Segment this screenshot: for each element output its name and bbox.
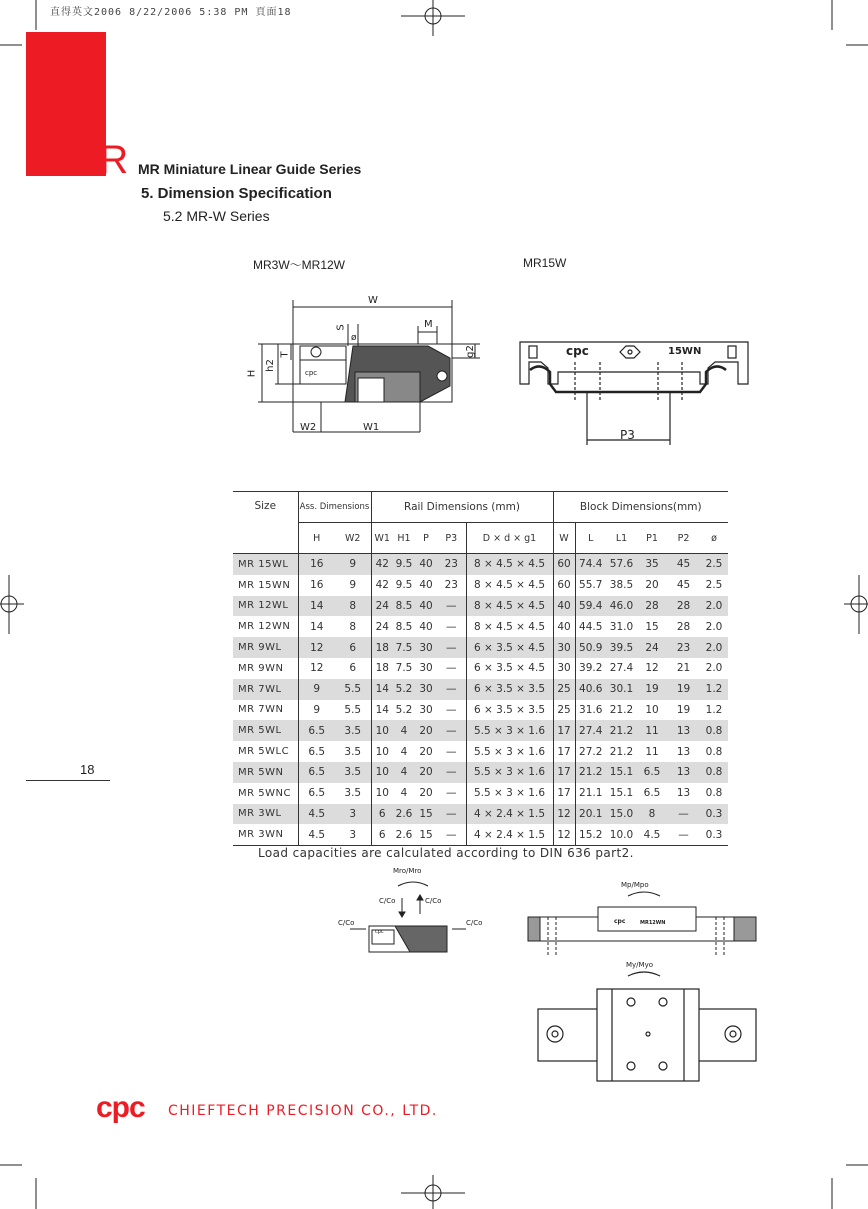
value-cell: 6 [349,662,357,675]
value-cell: 40.6 [575,679,606,700]
value-cell: 19 [637,679,667,700]
value-cell: 3 [335,824,371,845]
value-cell: 60 [553,554,575,575]
value-cell: 40 [553,616,575,637]
value-cell: 6 × 3.5 × 4.5 [466,658,553,679]
value-cell: 6.5 [298,720,335,741]
table-row [233,679,728,700]
value-cell: 2.6 [393,824,415,845]
value-cell: 45 [667,554,700,575]
value-cell: 8 × 4.5 × 4.5 [466,616,553,637]
value-cell: 6.5 [637,762,667,783]
print-header: 直得英文2006 8/22/2006 5:38 PM 頁面18 [50,7,292,18]
value-cell: 12 [553,824,575,845]
right-diagram-caption: MR15W [523,256,567,270]
value-cell: 4 [393,762,415,783]
value-cell: 30 [553,658,575,679]
value-cell: 24 [371,616,393,637]
value-cell: 4.5 [298,804,335,825]
value-cell: 31.0 [609,620,634,633]
value-cell: 28 [637,596,667,617]
value-cell: 27.4 [609,662,634,675]
value-cell: 31.6 [575,700,606,721]
value-cell: 13 [667,720,700,741]
value-cell: 40 [419,620,433,633]
table-row [233,720,728,741]
value-cell: 3.5 [335,720,371,741]
table-row [233,783,728,804]
value-cell: 2.6 [393,804,415,825]
value-cell: 27.4 [575,720,606,741]
value-cell: 3.5 [344,745,362,758]
label-s: S [335,324,347,331]
value-cell: 46.0 [606,596,637,617]
value-cell: 5.5 × 3 × 1.6 [466,720,553,741]
size-cell: MR 5WNC [238,787,291,799]
value-cell: 15 [415,824,437,845]
value-cell: 8 [349,620,357,633]
value-cell: 5.5 [344,703,362,716]
value-cell: 8.5 [395,620,413,633]
value-cell: 2.0 [700,596,728,617]
value-cell: 40 [419,579,433,592]
sub-header-cell: W2 [335,523,371,554]
size-cell: MR 5WLC [238,746,290,758]
value-cell: 15 [415,804,437,825]
table-row [233,824,728,845]
sub-header-cell: ø [700,523,728,554]
table-row [233,741,728,762]
value-cell: 30 [553,637,575,658]
cpc-logo: cpc [96,1091,145,1124]
label-m: M [424,319,433,330]
value-cell: 0.3 [700,824,728,845]
value-cell: 2.5 [705,579,723,592]
value-cell: 17 [553,783,575,804]
value-cell: — [437,762,466,783]
value-cell: 4 [400,787,408,800]
table-row [233,637,728,658]
value-cell: — [437,824,466,845]
size-cell: MR 7WN [238,704,284,716]
value-cell: — [446,787,457,800]
sub-header-cell: P1 [637,523,667,554]
cross-section-diagram-left [258,300,480,432]
label-15wn: 15WN [668,346,702,357]
value-cell: 17 [553,741,575,762]
value-cell: 19 [667,679,700,700]
sub-header-cell: W [553,523,575,554]
value-cell: 21 [676,662,691,675]
value-cell: 5.2 [393,679,415,700]
value-cell: 30.1 [606,679,637,700]
value-cell: 13 [676,787,691,800]
value-cell: 20 [415,762,437,783]
value-cell: 10.0 [606,824,637,845]
value-cell: 4 [400,745,408,758]
value-cell: 23 [437,554,466,575]
table-row [233,575,728,596]
value-cell: 45 [676,579,691,592]
value-cell: 6 [371,824,393,845]
value-cell: — [446,745,457,758]
value-cell: 1.2 [700,679,728,700]
label-w2: W2 [300,422,317,433]
value-cell: 2.0 [705,662,723,675]
sub-header-cell: H [298,523,335,554]
value-cell: 4 [393,720,415,741]
value-cell: 10 [371,741,393,762]
value-cell: 9 [298,700,335,721]
mr-logo: MR [68,138,127,182]
value-cell: 8 [637,804,667,825]
value-cell: 21.2 [575,762,606,783]
value-cell: 19 [676,703,691,716]
value-cell: 18 [371,637,393,658]
value-cell: 3.5 [335,762,371,783]
label-cpc: cpc [305,369,318,377]
label-phi: ø [351,333,357,343]
value-cell: 14 [298,596,335,617]
value-cell: 20 [419,787,433,800]
value-cell: 18 [371,658,393,679]
header-block-dimensions: Block Dimensions(mm) [553,492,728,523]
sub-header-cell: H1 [393,523,415,554]
label-my: My/Myo [626,961,654,969]
table-row [233,616,728,637]
size-cell: MR 12WL [233,596,298,617]
label-c-right: C/Co [466,919,483,927]
value-cell: 13 [676,745,691,758]
value-cell: 20 [419,745,433,758]
value-cell: 10 [645,703,659,716]
value-cell: 39.2 [575,658,606,679]
value-cell: — [446,662,457,675]
moment-diagram-roll [350,882,466,952]
value-cell: 2.0 [700,637,728,658]
value-cell: 14 [298,616,335,637]
size-cell: MR 5WL [233,720,298,741]
value-cell: 7.5 [395,662,413,675]
value-cell: 17 [553,762,575,783]
label-pitch-cpc: cpc [614,918,626,925]
value-cell: 39.5 [606,637,637,658]
label-c-up: C/Co [379,897,396,905]
value-cell: 9.5 [393,554,415,575]
section-title: 5. Dimension Specification [141,185,332,202]
table-row [233,762,728,783]
label-mr: Mro/Mro [393,867,422,875]
value-cell: 60 [553,575,575,596]
left-diagram-caption: MR3W～MR12W [253,258,345,272]
value-cell: 20 [645,579,659,592]
value-cell: 27.2 [575,741,606,762]
value-cell: 6 × 3.5 × 3.5 [466,679,553,700]
value-cell: 15.0 [606,804,637,825]
value-cell: 5.5 × 3 × 1.6 [466,762,553,783]
value-cell: 12 [645,662,659,675]
value-cell: 38.5 [609,579,634,592]
value-cell: 9 [349,579,357,592]
label-t: T [279,351,291,358]
page-number: 18 [80,762,95,777]
value-cell: — [667,824,700,845]
table-body [233,554,728,846]
table-sub-header-row [233,523,728,554]
value-cell: 40 [553,596,575,617]
table-group-header-row [233,492,728,523]
value-cell: 5.5 × 3 × 1.6 [466,783,553,804]
label-roll-cpc: cpc [375,929,384,935]
size-cell: MR 5WN [233,762,298,783]
value-cell: 12 [553,804,575,825]
value-cell: 23 [444,579,458,592]
value-cell: 14 [371,700,393,721]
value-cell: 9 [335,554,371,575]
value-cell: 8 × 4.5 × 4.5 [466,596,553,617]
label-w1: W1 [363,422,380,433]
moment-diagram-yaw [538,972,756,1081]
value-cell: 20.1 [575,804,606,825]
value-cell: 13 [667,762,700,783]
value-cell: 6 × 3.5 × 3.5 [466,700,553,721]
value-cell: 30 [415,637,437,658]
value-cell: 40 [415,596,437,617]
dimension-table [233,491,728,846]
table-row [233,804,728,825]
value-cell: 6.5 [643,787,661,800]
value-cell: 21.2 [606,720,637,741]
value-cell: 23 [667,637,700,658]
value-cell: 44.5 [575,616,606,637]
value-cell: 42 [371,554,393,575]
value-cell: 0.8 [705,745,723,758]
value-cell: 3 [335,804,371,825]
value-cell: 16 [298,554,335,575]
value-cell: 8.5 [393,596,415,617]
value-cell: 4.5 [298,824,335,845]
label-h: H [246,369,258,378]
value-cell: 6.5 [298,783,335,804]
value-cell: 8 × 4.5 × 4.5 [466,554,553,575]
value-cell: 25 [553,700,575,721]
value-cell: 4 × 2.4 × 1.5 [466,804,553,825]
value-cell: 9.5 [395,579,413,592]
size-cell: MR 9WN [238,662,284,674]
value-cell: 25 [553,679,575,700]
sub-header-cell: W1 [371,523,393,554]
value-cell: 74.4 [575,554,606,575]
size-cell: MR 7WL [233,679,298,700]
table-row [233,658,728,679]
value-cell: 2.0 [705,620,723,633]
value-cell: 8 [335,596,371,617]
value-cell: 57.6 [606,554,637,575]
sub-header-cell: L [575,523,606,554]
value-cell: 20 [415,720,437,741]
value-cell: 30 [419,703,433,716]
value-cell: 5.5 × 3 × 1.6 [466,741,553,762]
value-cell: 10 [371,783,393,804]
value-cell: 11 [637,720,667,741]
size-cell: MR 3WN [233,824,298,845]
value-cell: 17 [553,720,575,741]
series-title: MR Miniature Linear Guide Series [138,161,362,177]
value-cell: 5.2 [395,703,413,716]
value-cell: 40 [415,554,437,575]
value-cell: 6 [371,804,393,825]
value-cell: 8 × 4.5 × 4.5 [466,575,553,596]
load-capacity-note: Load capacities are calculated according to DIN 636 part2. [258,846,634,860]
label-mp: Mp/Mpo [621,881,649,889]
label-p3: P3 [620,428,635,442]
label-h2: h2 [264,359,276,372]
label-g2: g2 [464,345,476,358]
value-cell: — [437,637,466,658]
value-cell: 2.5 [700,554,728,575]
value-cell: 6 [335,637,371,658]
size-cell: MR 3WL [233,804,298,825]
value-cell: 10 [371,720,393,741]
value-cell: 7.5 [393,637,415,658]
value-cell: 15.1 [609,787,634,800]
value-cell: 12 [298,637,335,658]
company-name: CHIEFTECH PRECISION CO., LTD. [168,1103,438,1119]
value-cell: 10 [371,762,393,783]
value-cell: 15.2 [575,824,606,845]
value-cell: 35 [637,554,667,575]
value-cell: 15 [645,620,659,633]
size-cell: MR 12WN [238,621,291,633]
value-cell: 50.9 [575,637,606,658]
value-cell: 15.1 [606,762,637,783]
value-cell: 21.2 [609,745,634,758]
value-cell: 4.5 [637,824,667,845]
size-cell: MR 15WN [238,579,291,591]
value-cell: 16 [298,575,335,596]
value-cell: 0.8 [705,787,723,800]
sub-header-cell: P3 [437,523,466,554]
sub-header-cell: P [415,523,437,554]
value-cell: 59.4 [575,596,606,617]
value-cell: 1.2 [705,703,723,716]
table-row [233,554,728,575]
value-cell: 21.2 [609,703,634,716]
size-cell: MR 9WL [233,637,298,658]
value-cell: 0.3 [700,804,728,825]
value-cell: 30 [419,662,433,675]
label-brand-cpc: cpc [566,344,589,358]
value-cell: 3.5 [344,787,362,800]
label-c-down: C/Co [425,897,442,905]
value-cell: 11 [645,745,659,758]
value-cell: 6 × 3.5 × 4.5 [466,637,553,658]
value-cell: — [437,720,466,741]
page-number-rule [26,780,110,781]
label-c-left: C/Co [338,919,355,927]
value-cell: — [437,679,466,700]
value-cell: 0.8 [700,720,728,741]
value-cell: 6.5 [298,741,335,762]
value-cell: 28 [676,620,691,633]
value-cell: — [446,703,457,716]
sub-header-cell: D × d × g1 [466,523,553,554]
value-cell: 12 [298,658,335,679]
value-cell: 30 [415,679,437,700]
table-row [233,596,728,617]
subsection-title: 5.2 MR-W Series [163,208,270,224]
value-cell: 55.7 [575,575,606,596]
value-cell: 0.8 [700,762,728,783]
value-cell: — [667,804,700,825]
sub-header-cell: L1 [606,523,637,554]
value-cell: — [437,596,466,617]
value-cell: 14 [371,679,393,700]
header-ass-dimensions: Ass. Dimensions [298,492,371,523]
value-cell: 9 [298,679,335,700]
label-mr12wn: MR12WN [640,920,666,926]
label-w: W [368,295,378,306]
value-cell: — [437,804,466,825]
value-cell: 4 × 2.4 × 1.5 [466,824,553,845]
value-cell: — [446,620,457,633]
value-cell: 6.5 [298,762,335,783]
table-row [233,700,728,721]
size-cell: MR 15WL [233,554,298,575]
value-cell: 21.1 [575,783,606,804]
sub-header-cell: P2 [667,523,700,554]
value-cell: 5.5 [335,679,371,700]
value-cell: 24 [637,637,667,658]
value-cell: 28 [667,596,700,617]
value-cell: 42 [371,575,393,596]
value-cell: 24 [371,596,393,617]
header-rail-dimensions: Rail Dimensions (mm) [371,492,553,523]
header-size: Size [233,492,298,554]
